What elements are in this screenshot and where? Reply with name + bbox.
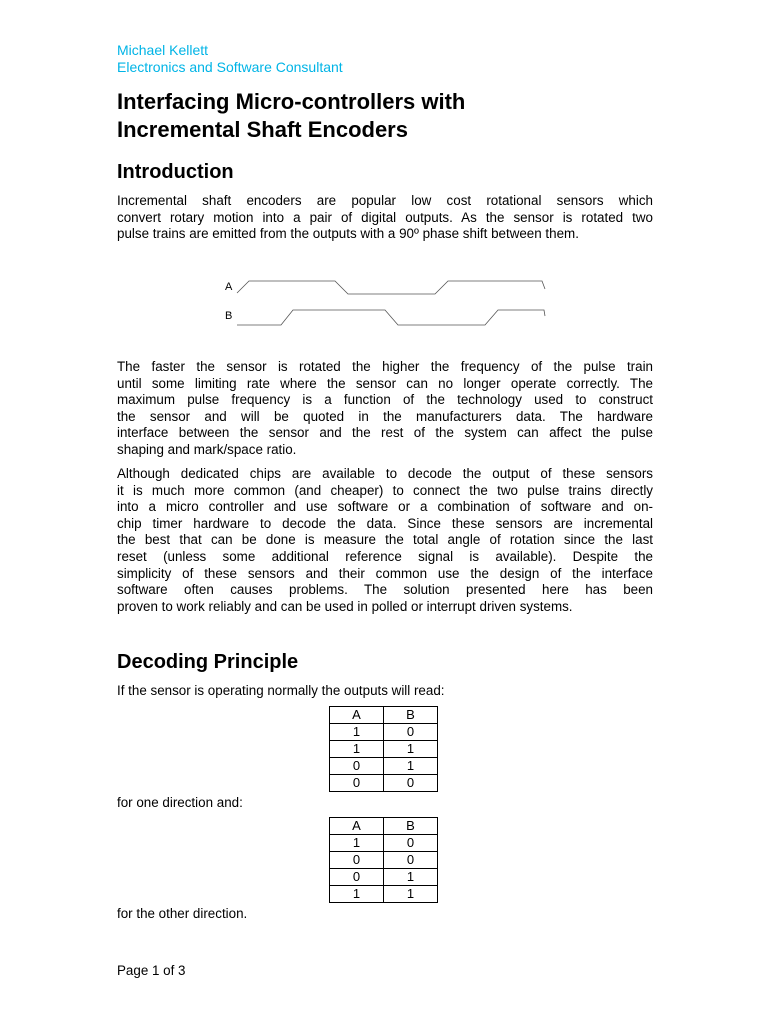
- waveform-label-b: B: [225, 310, 233, 322]
- table-cell: 1: [384, 886, 438, 903]
- paragraph-line: the best that can be done is measure the total angle of rotation since the last: [117, 532, 653, 548]
- table-cell: 0: [330, 869, 384, 886]
- paragraph-line: shaping and mark/space ratio.: [117, 441, 297, 457]
- page-number: Page 1 of 3: [117, 963, 186, 978]
- paragraph-line: pulse trains are emitted from the outputs with a 90º phase shift between them.: [117, 226, 579, 242]
- introduction-heading: Introduction: [117, 161, 234, 183]
- table-cell: 0: [330, 758, 384, 775]
- table-cell: 1: [330, 741, 384, 758]
- phase-waveform-diagram: [215, 272, 555, 334]
- table-cell: 1: [384, 741, 438, 758]
- decoding-heading: Decoding Principle: [117, 651, 299, 673]
- table-row: [330, 741, 438, 758]
- paragraph-line: The faster the sensor is rotated the higher the frequency of the pulse train: [117, 359, 653, 374]
- intro-paragraph-1: [117, 193, 653, 243]
- table-row: [330, 775, 438, 792]
- paragraph-line: interface between the sensor and the rest of the system can affect the pulse: [117, 425, 653, 441]
- author-block: [117, 42, 343, 76]
- paragraph-line: Incremental shaft encoders are popular low cost rotational sensors which: [117, 193, 653, 208]
- paragraph-line: chip timer hardware to decode the data. Since these sensors are incremental: [117, 515, 653, 531]
- table-row: [330, 724, 438, 741]
- author-name: Michael Kellett: [117, 42, 209, 58]
- table-row: [330, 852, 438, 869]
- column-header: A: [330, 707, 384, 724]
- column-header: B: [384, 818, 438, 835]
- column-header: B: [384, 707, 438, 724]
- table-cell: 0: [384, 724, 438, 741]
- table-cell: 0: [330, 852, 384, 869]
- paragraph-line: maximum pulse frequency is a function of the technology used to construct: [117, 392, 653, 408]
- paragraph-line: it is much more common (and cheaper) to connect the two pulse trains directly: [117, 482, 653, 498]
- table-cell: 1: [330, 835, 384, 852]
- paragraph-line: until some limiting rate where the sensor can no longer operate correctly. The: [117, 375, 653, 391]
- table-cell: 1: [330, 886, 384, 903]
- column-header: A: [330, 818, 384, 835]
- table-cell: 0: [384, 835, 438, 852]
- paragraph-line: simplicity of these sensors and their common use the design of the interface: [117, 565, 653, 581]
- table-header-row: [330, 707, 438, 724]
- waveform-b: [237, 310, 545, 325]
- truth-table-direction-1: [329, 706, 438, 792]
- direction-2-caption: for the other direction.: [117, 906, 248, 921]
- table-row: [330, 758, 438, 775]
- paragraph-line: proven to work reliably and can be used in polled or interrupt driven systems.: [117, 598, 573, 614]
- table-cell: 1: [384, 758, 438, 775]
- paragraph-line: software often causes problems. The solution presented here has been: [117, 582, 653, 598]
- title-line-1: Interfacing Micro-controllers with: [117, 89, 466, 114]
- paragraph-line: convert rotary motion into a pair of digital outputs. As the sensor is rotated two: [117, 209, 653, 225]
- waveform-a: [237, 281, 545, 294]
- table-row: [330, 835, 438, 852]
- table-cell: 1: [384, 869, 438, 886]
- table-cell: 1: [330, 724, 384, 741]
- intro-paragraph-2: [117, 359, 653, 459]
- table-cell: 0: [330, 775, 384, 792]
- author-role: Electronics and Software Consultant: [117, 59, 343, 75]
- table-cell: 0: [384, 852, 438, 869]
- intro-paragraph-3: [117, 466, 653, 615]
- direction-1-caption: for one direction and:: [117, 795, 243, 810]
- paragraph-line: reset (unless some additional reference signal is available). Despite the: [117, 548, 653, 564]
- table-cell: 0: [384, 775, 438, 792]
- table-header-row: [330, 818, 438, 835]
- table-row: [330, 886, 438, 903]
- table-row: [330, 869, 438, 886]
- decoding-intro-text: If the sensor is operating normally the outputs will read:: [117, 683, 445, 698]
- paragraph-line: the sensor and will be quoted in the manufacturers data. The hardware: [117, 408, 653, 424]
- paragraph-line: Although dedicated chips are available to decode the output of these sensors: [117, 466, 653, 481]
- waveform-label-a: A: [225, 281, 233, 293]
- paragraph-line: into a micro controller and use software or a combination of software and on-: [117, 499, 653, 515]
- title-line-2: Incremental Shaft Encoders: [117, 117, 408, 142]
- truth-table-direction-2: [329, 817, 438, 903]
- document-title: [117, 88, 717, 144]
